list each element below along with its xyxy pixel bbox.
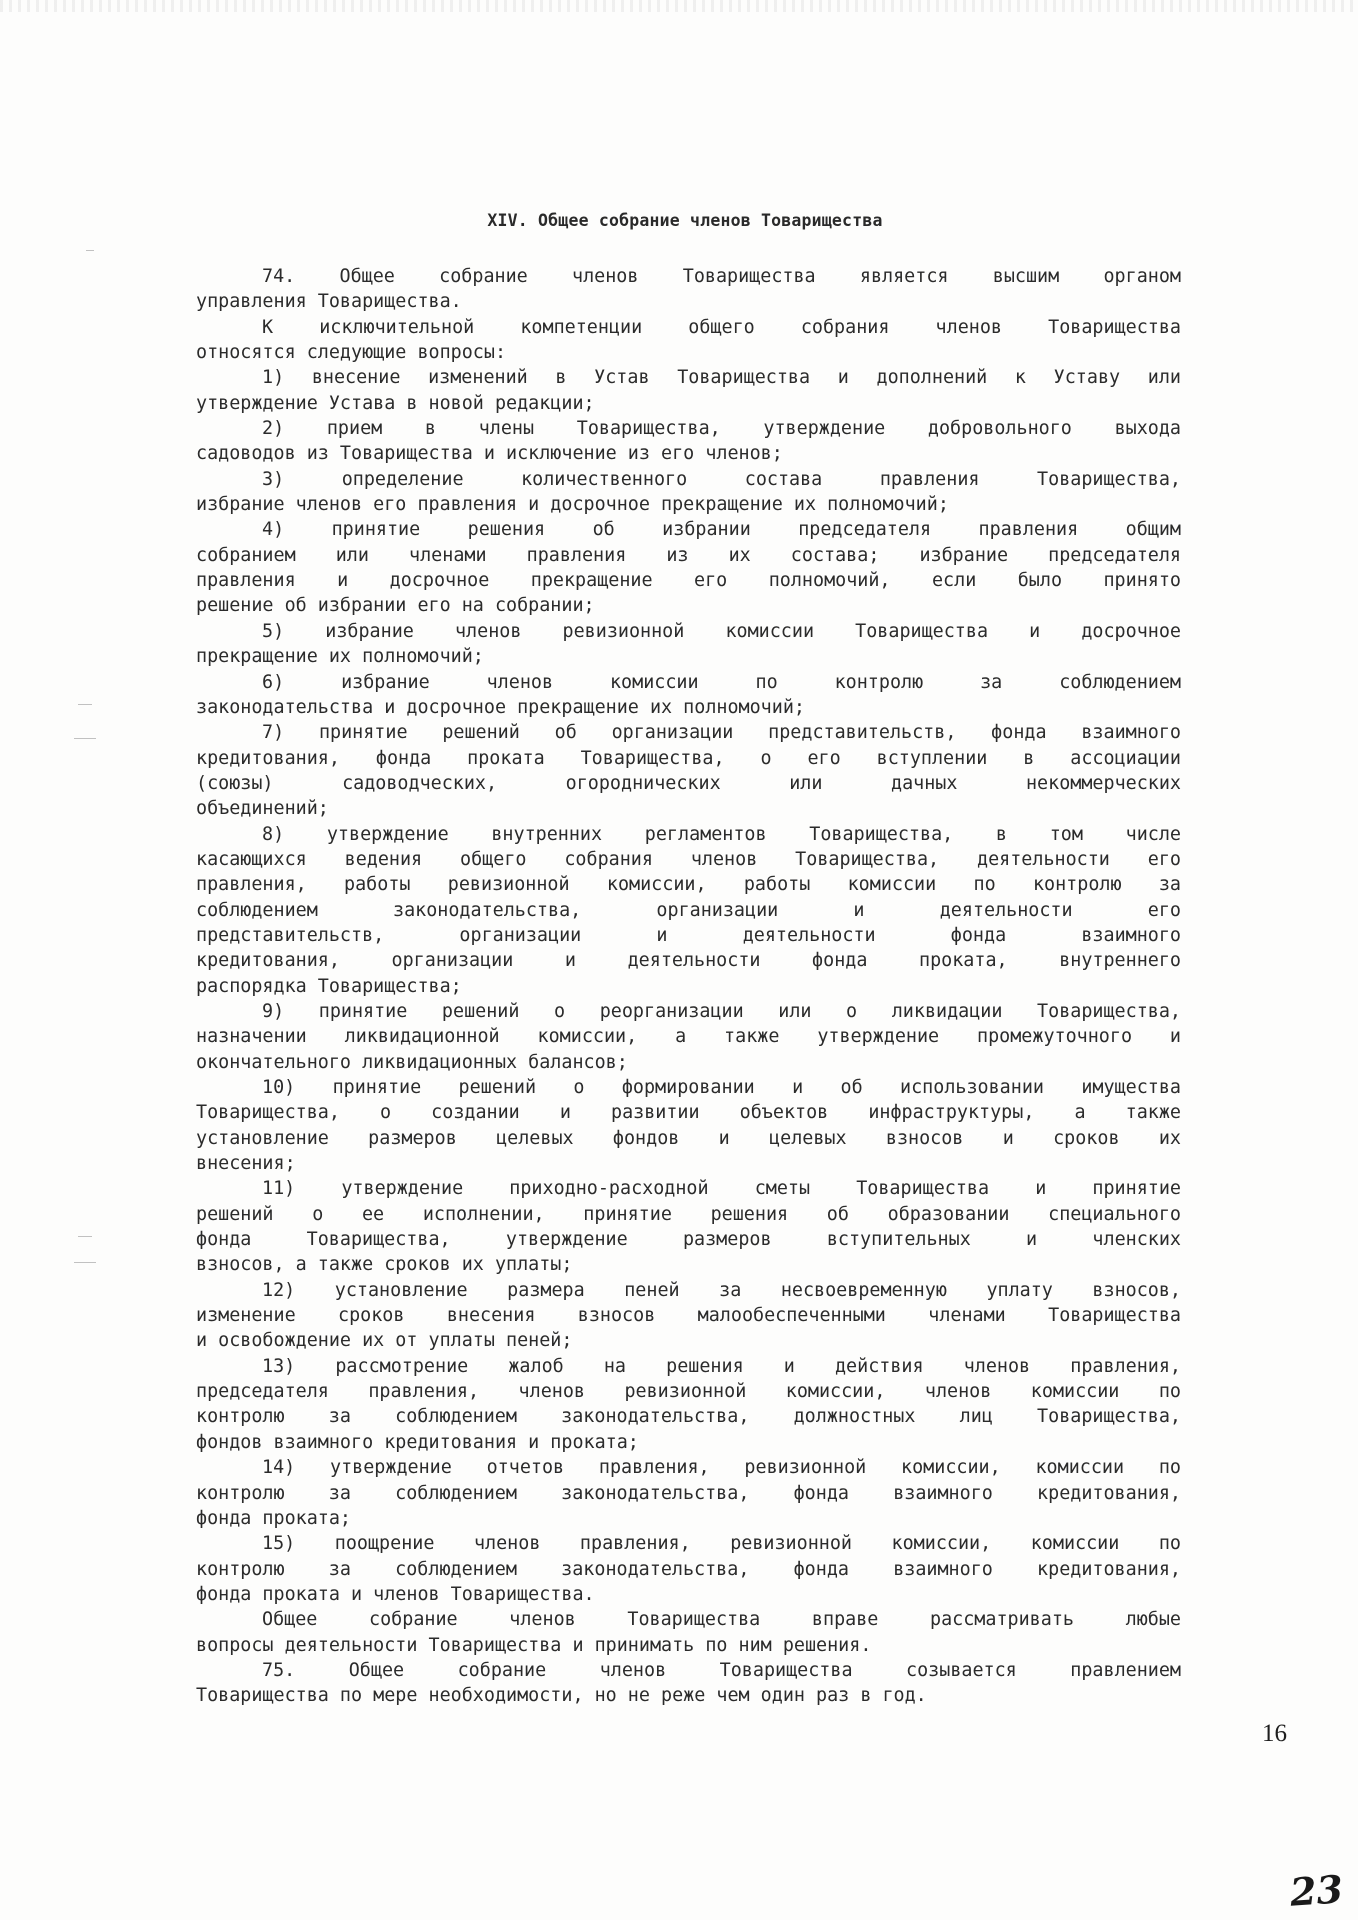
text-line: фонда проката;	[196, 1507, 352, 1529]
text-line: 1) внесение изменений в Устав Товарищества и дополнений к Уставу или	[262, 367, 1181, 389]
text-line: внесения;	[196, 1153, 296, 1175]
text-line: и освобождение их от уплаты пеней;	[196, 1330, 573, 1352]
document-body	[196, 264, 1181, 1709]
text-line: 6) избрание членов комиссии по контролю за соблюдением	[262, 671, 1181, 693]
text-line: Общее собрание членов Товарищества вправе рассматривать любые	[262, 1609, 1181, 1631]
text-line: решение об избрании его на собрании;	[196, 595, 595, 617]
margin-mark	[74, 738, 96, 739]
text-line: 9) принятие решений о реорганизации или о ликвидации Товарищества,	[262, 1000, 1181, 1022]
text-line: 74. Общее собрание членов Товарищества является высшим органом	[262, 266, 1181, 287]
text-line: 15) поощрение членов правления, ревизионной комиссии, комиссии по	[262, 1533, 1181, 1555]
text-line: касающихся ведения общего собрания членов Товарищества, деятельности его	[196, 848, 1181, 870]
text-line: фонда проката и членов Товарищества.	[196, 1583, 595, 1605]
text-line: председателя правления, членов ревизионной комиссии, членов комиссии по	[196, 1381, 1181, 1403]
text-line: кредитования, фонда проката Товарищества, о его вступлении в ассоциации	[196, 747, 1181, 769]
text-line: правления, работы ревизионной комиссии, работы комиссии по контролю за	[196, 874, 1181, 896]
text-line: (союзы) садоводческих, огороднических или дачных некоммерческих	[196, 772, 1181, 794]
text-line: вопросы деятельности Товарищества и принимать по ним решения.	[196, 1634, 872, 1656]
text-line: контролю за соблюдением законодательства, фонда взаимного кредитования,	[196, 1482, 1181, 1504]
text-line: фонда Товарищества, утверждение размеров вступительных и членских	[196, 1229, 1181, 1251]
margin-mark	[78, 704, 92, 705]
text-line: соблюдением законодательства, организации и деятельности его	[196, 899, 1181, 921]
text-line: кредитования, организации и деятельности фонда проката, внутреннего	[196, 950, 1181, 972]
text-line: контролю за соблюдением законодательства, фонда взаимного кредитования,	[196, 1558, 1181, 1580]
text-line: относятся следующие вопросы:	[196, 342, 507, 364]
text-line: 4) принятие решения об избрании председателя правления общим	[262, 519, 1181, 541]
scan-edge-artifact	[0, 0, 1358, 12]
text-line: собранием или членами правления из их состава; избрание председателя	[196, 544, 1181, 566]
text-line: 13) рассмотрение жалоб на решения и действия членов правления,	[262, 1355, 1181, 1377]
text-line: объединений;	[196, 798, 329, 820]
text-line: контролю за соблюдением законодательства, должностных лиц Товарищества,	[196, 1406, 1181, 1428]
page-number: 16	[1262, 1720, 1287, 1747]
text-line: представительств, организации и деятельности фонда взаимного	[196, 924, 1181, 946]
text-line: управления Товарищества.	[196, 291, 462, 313]
text-line: взносов, а также сроков их уплаты;	[196, 1254, 573, 1276]
text-line: решений о ее исполнении, принятие решения об образовании специального	[196, 1203, 1181, 1225]
text-line: 10) принятие решений о формировании и об использовании имущества	[262, 1077, 1181, 1098]
text-line: садоводов из Товарищества и исключение из его членов;	[196, 443, 783, 465]
text-line: окончательного ликвидационных балансов;	[196, 1051, 628, 1073]
text-line: 12) установление размера пеней за несвоевременную уплату взносов,	[262, 1279, 1181, 1301]
text-line: назначении ликвидационной комиссии, а также утверждение промежуточного и	[196, 1026, 1181, 1048]
handwritten-sheet-number: 23	[1288, 1866, 1345, 1915]
text-line: избрание членов его правления и досрочное прекращение их полномочий;	[196, 494, 949, 516]
text-line: К исключительной компетенции общего собрания членов Товарищества	[262, 316, 1181, 338]
margin-mark	[86, 250, 94, 251]
text-line: распорядка Товарищества;	[196, 975, 462, 997]
text-line: законодательства и досрочное прекращение их полномочий;	[196, 696, 805, 718]
text-line: 2) прием в члены Товарищества, утверждение добровольного выхода	[262, 418, 1181, 440]
text-line: 14) утверждение отчетов правления, ревизионной комиссии, комиссии по	[262, 1457, 1181, 1479]
text-line: установление размеров целевых фондов и целевых взносов и сроков их	[196, 1127, 1181, 1149]
text-line: 7) принятие решений об организации представительств, фонда взаимного	[262, 722, 1181, 744]
text-line: Товарищества, о создании и развитии объектов инфраструктуры, а также	[196, 1102, 1181, 1124]
margin-mark	[74, 1262, 96, 1263]
text-line: 75. Общее собрание членов Товарищества созывается правлением	[262, 1659, 1181, 1681]
text-line: прекращение их полномочий;	[196, 646, 484, 668]
text-line: правления и досрочное прекращение его полномочий, если было принято	[196, 570, 1181, 592]
margin-mark	[78, 1236, 92, 1237]
text-line: Товарищества по мере необходимости, но не реже чем один раз в год.	[196, 1685, 927, 1707]
text-line: изменение сроков внесения взносов малообеспеченными членами Товарищества	[196, 1305, 1181, 1327]
text-line: утверждение Устава в новой редакции;	[196, 392, 595, 414]
text-line: 5) избрание членов ревизионной комиссии Товарищества и досрочное	[262, 620, 1181, 642]
text-line: 8) утверждение внутренних регламентов Товарищества, в том числе	[262, 823, 1181, 845]
text-line: 3) определение количественного состава правления Товарищества,	[262, 468, 1181, 490]
text-line: 11) утверждение приходно-расходной сметы Товарищества и принятие	[262, 1178, 1181, 1200]
text-line: фондов взаимного кредитования и проката;	[196, 1431, 639, 1453]
section-title: XIV. Общее собрание членов Товарищества	[487, 211, 883, 230]
